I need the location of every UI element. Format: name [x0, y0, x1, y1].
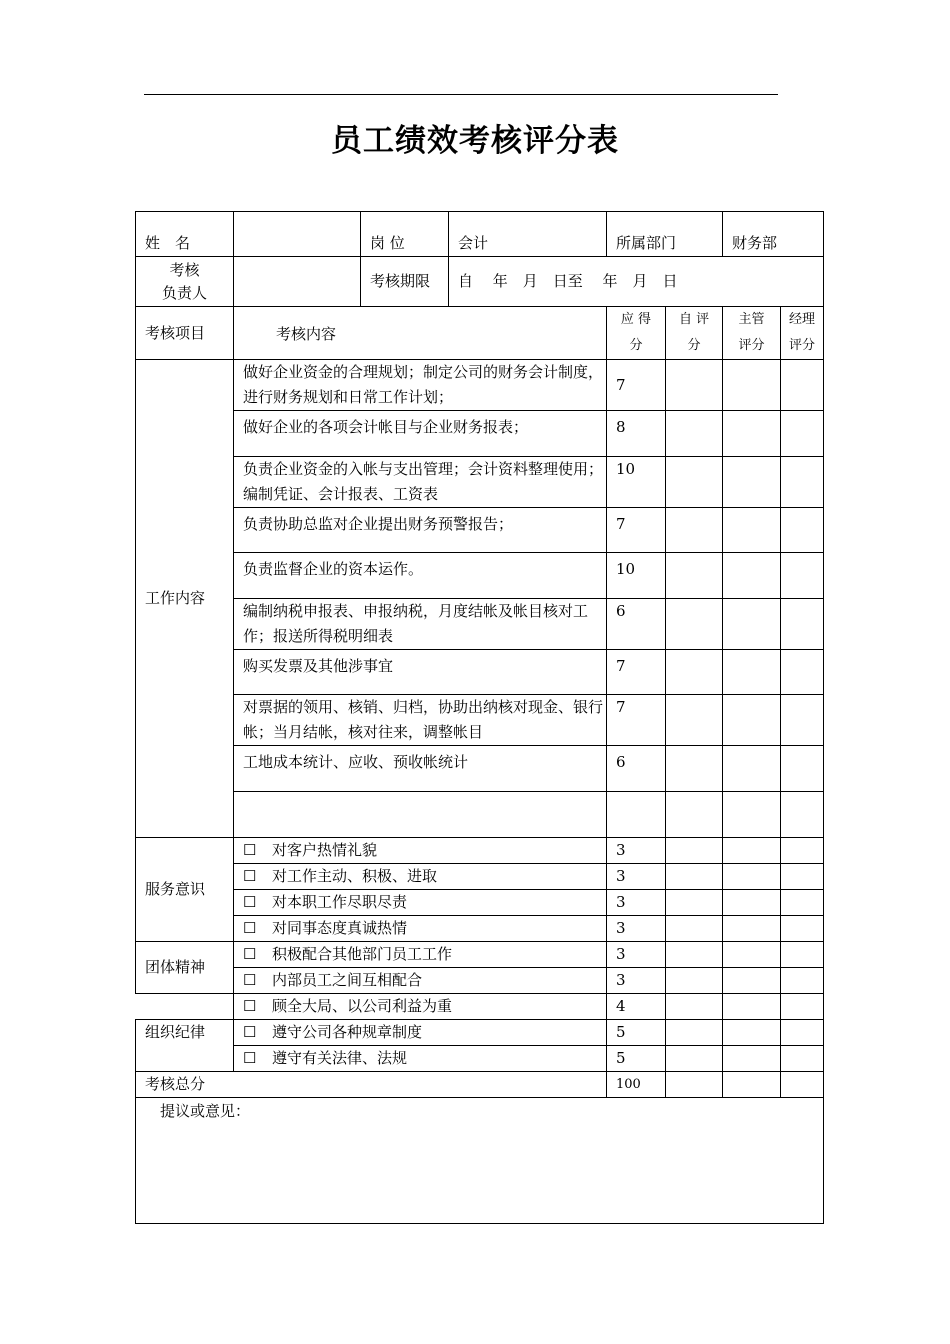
supervisor-total-cell[interactable]	[723, 1072, 781, 1098]
discipline-category: 组织纪律	[136, 1020, 234, 1072]
period-label: 考核期限	[361, 257, 449, 307]
team-item-score: 3	[607, 942, 666, 968]
top-rule	[144, 94, 778, 95]
discipline-item-text: 遵守有关法律、法规	[272, 1049, 408, 1067]
work-item-text: 负责企业资金的入帐与支出管理；会计资料整理使用；编制凭证、会计报表、工资表	[234, 457, 607, 508]
service-row	[136, 864, 824, 890]
checkbox-icon[interactable]: ☐	[243, 867, 257, 885]
reviewer-label	[136, 257, 234, 307]
self-score-cell[interactable]	[666, 457, 723, 508]
comments-label: 提议或意见：	[160, 1102, 251, 1120]
comments-box[interactable]	[136, 1098, 824, 1224]
supervisor-score-cell[interactable]	[723, 650, 781, 695]
work-item-score: 10	[607, 457, 666, 508]
service-item-text: 对同事态度真诚热情	[272, 919, 408, 937]
team-category: 团体精神	[136, 942, 234, 994]
work-item-text: 负责监督企业的资本运作。	[234, 553, 607, 599]
self-score-cell[interactable]	[666, 650, 723, 695]
self-score-cell[interactable]	[666, 411, 723, 457]
discipline-row	[136, 1046, 824, 1072]
header-self	[666, 307, 723, 360]
work-row	[136, 695, 824, 746]
header-item: 考核项目	[136, 307, 234, 360]
work-item-text[interactable]	[234, 792, 607, 838]
reviewer-field[interactable]	[234, 257, 361, 307]
manager-score-cell[interactable]	[781, 864, 824, 890]
service-item-score: 3	[607, 890, 666, 916]
team-row	[136, 994, 824, 1020]
self-score-cell[interactable]	[666, 994, 723, 1020]
evaluation-table	[135, 211, 824, 1224]
discipline-item-score: 5	[607, 1020, 666, 1046]
supervisor-score-cell[interactable]	[723, 695, 781, 746]
name-field[interactable]	[234, 212, 361, 257]
service-item-score: 3	[607, 838, 666, 864]
service-item-text: 对本职工作尽职尽责	[272, 893, 408, 911]
work-row	[136, 792, 824, 838]
service-row	[136, 890, 824, 916]
service-item	[234, 838, 607, 864]
self-score-cell[interactable]	[666, 746, 723, 792]
dept-label: 所属部门	[607, 212, 723, 257]
work-item-score: 6	[607, 599, 666, 650]
supervisor-score-cell[interactable]	[723, 411, 781, 457]
work-row	[136, 411, 824, 457]
work-row	[136, 360, 824, 411]
discipline-item	[234, 1020, 607, 1046]
header-score-line-2: 分	[629, 338, 643, 353]
manager-score-cell[interactable]	[781, 994, 824, 1020]
header-self-line-2: 分	[687, 338, 701, 353]
manager-score-cell[interactable]	[781, 838, 824, 864]
work-item-score: 10	[607, 553, 666, 599]
total-label: 考核总分	[136, 1072, 607, 1098]
self-score-cell[interactable]	[666, 1046, 723, 1072]
supervisor-score-cell[interactable]	[723, 838, 781, 864]
team-item	[234, 968, 607, 994]
manager-score-cell[interactable]	[781, 599, 824, 650]
supervisor-score-cell[interactable]	[723, 994, 781, 1020]
header-manager-line-1: 经理	[789, 312, 816, 327]
team-item-text: 顾全大局、以公司利益为重	[272, 997, 453, 1015]
manager-score-cell[interactable]	[781, 916, 824, 942]
team-row	[136, 968, 824, 994]
service-item-score: 3	[607, 864, 666, 890]
self-score-cell[interactable]	[666, 508, 723, 553]
self-score-cell[interactable]	[666, 968, 723, 994]
checkbox-icon[interactable]: ☐	[243, 893, 257, 911]
supervisor-score-cell[interactable]	[723, 1020, 781, 1046]
self-score-cell[interactable]	[666, 864, 723, 890]
checkbox-icon[interactable]: ☐	[243, 1049, 257, 1067]
manager-score-cell[interactable]	[781, 695, 824, 746]
team-item-score: 3	[607, 968, 666, 994]
header-score-line-1: 应 得	[620, 312, 652, 327]
self-score-cell[interactable]	[666, 599, 723, 650]
work-item-score: 8	[607, 411, 666, 457]
work-row	[136, 508, 824, 553]
comments-row	[136, 1098, 824, 1224]
position-label: 岗 位	[361, 212, 449, 257]
manager-score-cell[interactable]	[781, 553, 824, 599]
work-item-text: 购买发票及其他涉事宜	[234, 650, 607, 695]
self-score-cell[interactable]	[666, 838, 723, 864]
header-supervisor-line-1: 主管	[738, 312, 765, 327]
self-score-cell[interactable]	[666, 1020, 723, 1046]
supervisor-score-cell[interactable]	[723, 792, 781, 838]
manager-score-cell[interactable]	[781, 508, 824, 553]
checkbox-icon[interactable]: ☐	[243, 997, 257, 1015]
self-score-cell[interactable]	[666, 942, 723, 968]
service-item-text: 对客户热情礼貌	[272, 841, 378, 859]
info-row-2	[136, 257, 824, 307]
work-row	[136, 457, 824, 508]
team-item	[234, 942, 607, 968]
service-item	[234, 890, 607, 916]
manager-score-cell[interactable]	[781, 942, 824, 968]
work-row	[136, 599, 824, 650]
supervisor-score-cell[interactable]	[723, 360, 781, 411]
supervisor-score-cell[interactable]	[723, 746, 781, 792]
header-content: 考核内容	[234, 307, 607, 360]
manager-score-cell[interactable]	[781, 650, 824, 695]
service-item-score: 3	[607, 916, 666, 942]
team-item	[234, 994, 607, 1020]
work-item-text: 做好企业的各项会计帐目与企业财务报表；	[234, 411, 607, 457]
blank-category-cell	[136, 994, 234, 1020]
manager-score-cell[interactable]	[781, 411, 824, 457]
work-item-text: 工地成本统计、应收、预收帐统计	[234, 746, 607, 792]
checkbox-icon[interactable]: ☐	[243, 919, 257, 937]
work-item-score: 7	[607, 695, 666, 746]
supervisor-score-cell[interactable]	[723, 553, 781, 599]
manager-score-cell[interactable]	[781, 457, 824, 508]
discipline-item-score: 5	[607, 1046, 666, 1072]
team-item-score: 4	[607, 994, 666, 1020]
supervisor-score-cell[interactable]	[723, 890, 781, 916]
work-category: 工作内容	[136, 360, 234, 838]
self-score-cell[interactable]	[666, 890, 723, 916]
team-item-text: 内部员工之间互相配合	[272, 971, 423, 989]
manager-score-cell[interactable]	[781, 968, 824, 994]
supervisor-score-cell[interactable]	[723, 916, 781, 942]
work-item-score: 7	[607, 508, 666, 553]
self-total-cell[interactable]	[666, 1072, 723, 1098]
position-field[interactable]: 会计	[449, 212, 607, 257]
service-row	[136, 838, 824, 864]
self-score-cell[interactable]	[666, 916, 723, 942]
self-score-cell[interactable]	[666, 553, 723, 599]
manager-score-cell[interactable]	[781, 792, 824, 838]
manager-score-cell[interactable]	[781, 890, 824, 916]
manager-score-cell[interactable]	[781, 1020, 824, 1046]
discipline-item-text: 遵守公司各种规章制度	[272, 1023, 423, 1041]
self-score-cell[interactable]	[666, 695, 723, 746]
total-score: 100	[607, 1072, 666, 1098]
work-item-text: 负责协助总监对企业提出财务预警报告；	[234, 508, 607, 553]
header-supervisor	[723, 307, 781, 360]
work-item-score: 7	[607, 360, 666, 411]
service-item	[234, 916, 607, 942]
info-row-1	[136, 212, 824, 257]
discipline-row	[136, 1020, 824, 1046]
work-row	[136, 553, 824, 599]
manager-score-cell[interactable]	[781, 360, 824, 411]
work-item-text: 编制纳税申报表、申报纳税，月度结帐及帐目核对工作；报送所得税明细表	[234, 599, 607, 650]
reviewer-label-line-1: 考核	[169, 261, 200, 279]
header-manager-line-2: 评分	[789, 338, 816, 353]
work-item-score: 7	[607, 650, 666, 695]
supervisor-score-cell[interactable]	[723, 457, 781, 508]
total-row	[136, 1072, 824, 1098]
name-label: 姓 名	[136, 212, 234, 257]
period-field[interactable]: 自 年 月 日至 年 月 日	[449, 257, 824, 307]
work-row	[136, 650, 824, 695]
supervisor-score-cell[interactable]	[723, 968, 781, 994]
work-item-text: 对票据的领用、核销、归档，协助出纳核对现金、银行帐；当月结帐，核对往来，调整帐目	[234, 695, 607, 746]
service-category: 服务意识	[136, 838, 234, 942]
work-item-score: 6	[607, 746, 666, 792]
supervisor-score-cell[interactable]	[723, 864, 781, 890]
self-score-cell[interactable]	[666, 792, 723, 838]
team-item-text: 积极配合其他部门员工工作	[272, 945, 453, 963]
discipline-item	[234, 1046, 607, 1072]
manager-total-cell[interactable]	[781, 1072, 824, 1098]
supervisor-score-cell[interactable]	[723, 508, 781, 553]
work-row	[136, 746, 824, 792]
checkbox-icon[interactable]: ☐	[243, 945, 257, 963]
team-row	[136, 942, 824, 968]
manager-score-cell[interactable]	[781, 1046, 824, 1072]
checkbox-icon[interactable]: ☐	[243, 841, 257, 859]
checkbox-icon[interactable]: ☐	[243, 1023, 257, 1041]
self-score-cell[interactable]	[666, 360, 723, 411]
supervisor-score-cell[interactable]	[723, 942, 781, 968]
header-score	[607, 307, 666, 360]
service-item	[234, 864, 607, 890]
reviewer-label-line-2: 负责人	[161, 284, 207, 302]
header-row	[136, 307, 824, 360]
work-item-text: 做好企业资金的合理规划；制定公司的财务会计制度，进行财务规划和日常工作计划；	[234, 360, 607, 411]
service-row	[136, 916, 824, 942]
work-item-score[interactable]	[607, 792, 666, 838]
page-title: 员工绩效考核评分表	[331, 123, 619, 159]
header-self-line-1: 自 评	[678, 312, 710, 327]
header-manager	[781, 307, 824, 360]
dept-field[interactable]: 财务部	[723, 212, 824, 257]
supervisor-score-cell[interactable]	[723, 599, 781, 650]
service-item-text: 对工作主动、积极、进取	[272, 867, 438, 885]
checkbox-icon[interactable]: ☐	[243, 971, 257, 989]
supervisor-score-cell[interactable]	[723, 1046, 781, 1072]
manager-score-cell[interactable]	[781, 746, 824, 792]
header-supervisor-line-2: 评分	[738, 338, 765, 353]
